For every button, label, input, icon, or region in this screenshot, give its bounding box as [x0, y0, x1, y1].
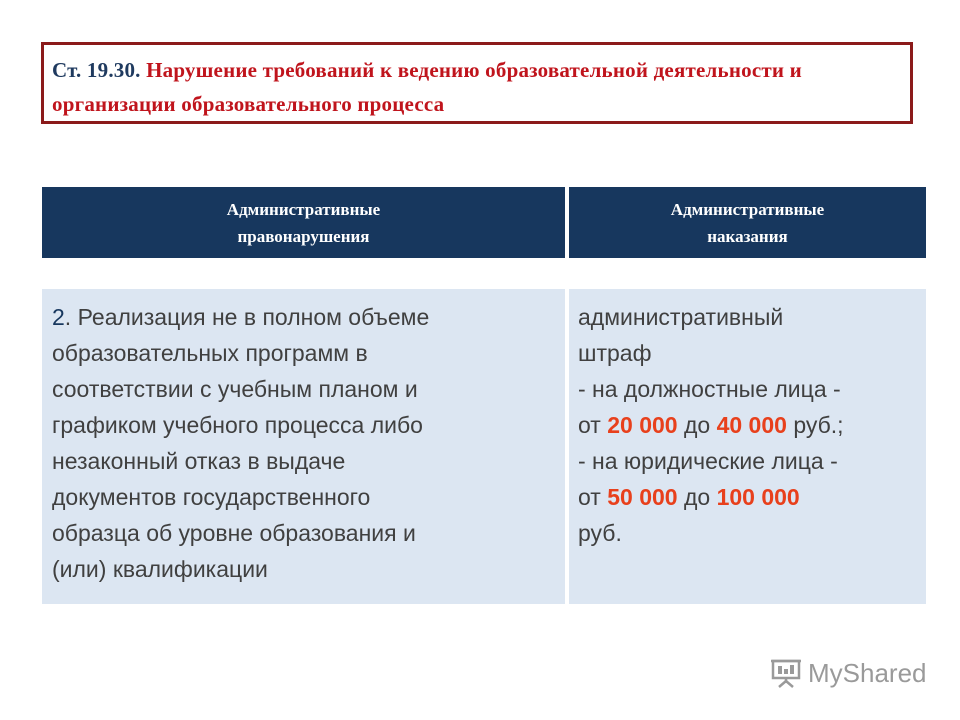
- header-penalties-line2: наказания: [707, 226, 788, 246]
- penalty-description: [569, 289, 926, 604]
- myshared-logo: [770, 655, 927, 691]
- legal-fine-max: 100 000: [716, 484, 800, 510]
- officials-fine: [578, 407, 920, 443]
- legal-entities-fine: [578, 479, 920, 515]
- to-word: до: [683, 412, 711, 438]
- offense-line: незаконный отказ в выдаче: [52, 448, 346, 474]
- offense-line: соответствии с учебным планом и: [52, 376, 418, 402]
- header-offenses-line2: правонарушения: [237, 226, 370, 246]
- header-offenses-line1: Административные: [226, 199, 381, 219]
- from-word: от: [578, 484, 601, 510]
- offense-description: [42, 289, 565, 604]
- presentation-board-icon: [770, 657, 802, 689]
- offense-line: (или) квалификации: [52, 556, 268, 582]
- penalty-type-line2: штраф: [578, 340, 652, 366]
- penalty-type-line1: административный: [578, 304, 784, 330]
- currency-unit-last: руб.: [578, 520, 622, 546]
- article-number: Ст. 19.30.: [52, 58, 141, 82]
- offense-line-text: . Реализация не в полном объеме: [64, 304, 430, 330]
- header-penalties-line1: Административные: [670, 199, 825, 219]
- article-title: Нарушение требований к ведению образовательной деятельности и организации образовательного процесса: [52, 58, 802, 116]
- officials-label: - на должностные лица -: [578, 376, 841, 402]
- officials-fine-min: 20 000: [607, 412, 678, 438]
- offense-line: образовательных программ в: [52, 340, 368, 366]
- legal-entities-label: - на юридические лица -: [578, 448, 838, 474]
- to-word: до: [683, 484, 711, 510]
- header-penalties: [569, 187, 926, 258]
- from-word: от: [578, 412, 601, 438]
- legal-fine-min: 50 000: [607, 484, 678, 510]
- officials-fine-max: 40 000: [716, 412, 787, 438]
- currency-unit: руб.;: [793, 412, 844, 438]
- slide-title: [41, 42, 913, 124]
- offense-line: графиком учебного процесса либо: [52, 412, 423, 438]
- logo-text: MyShared: [808, 657, 927, 688]
- offense-number: 2: [52, 304, 65, 330]
- offense-line: документов государственного: [52, 484, 371, 510]
- offense-line: [52, 299, 557, 335]
- header-offenses: [42, 187, 565, 258]
- offense-line: образца об уровне образования и: [52, 520, 416, 546]
